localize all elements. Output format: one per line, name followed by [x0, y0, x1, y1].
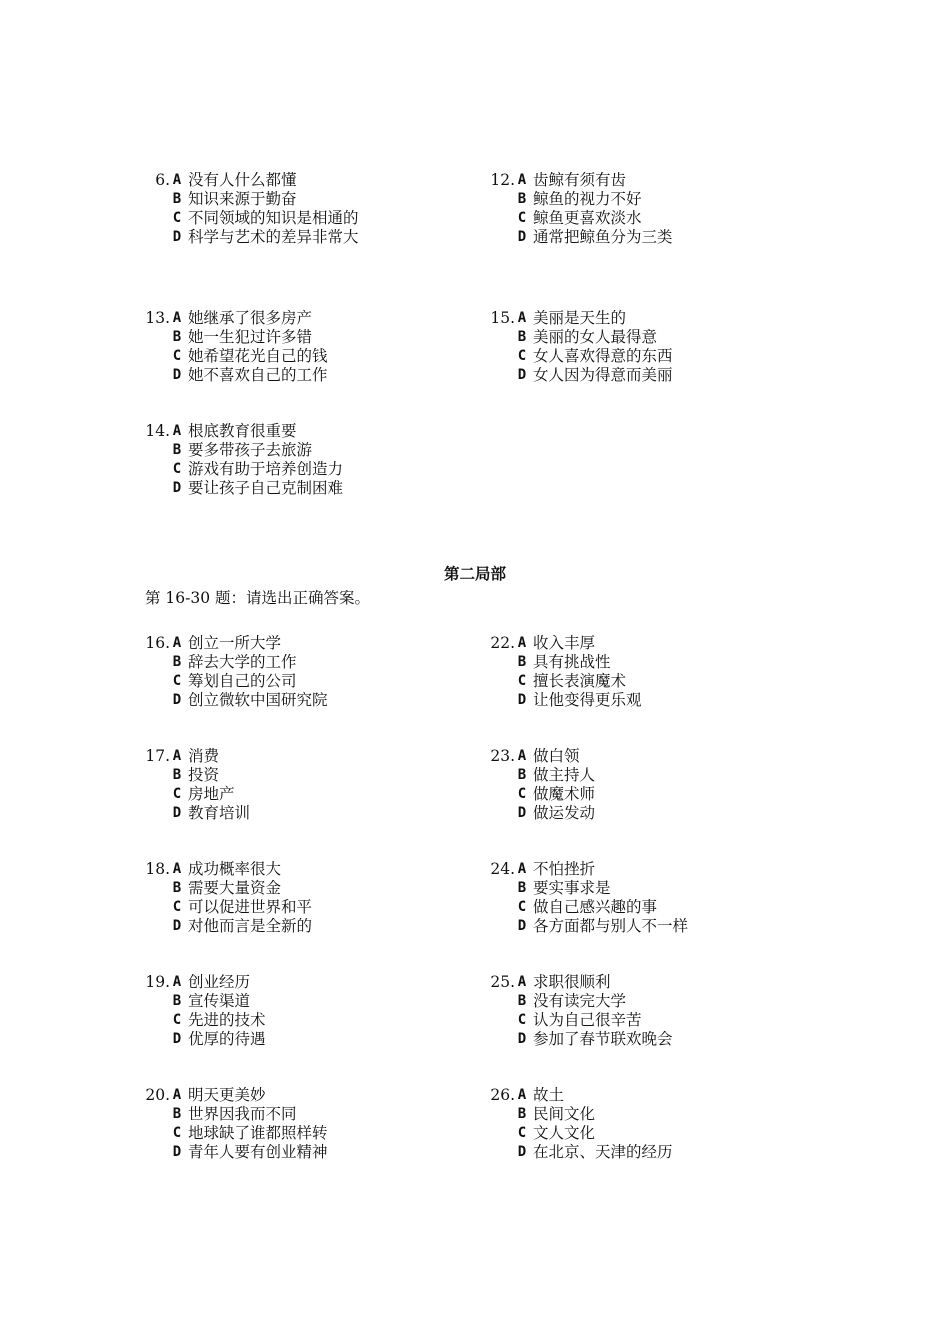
answer-option [140, 228, 480, 247]
answer-option [485, 171, 825, 190]
option-text: 故土 [533, 1086, 565, 1104]
answer-option [140, 347, 480, 366]
option-letter: D [172, 692, 182, 708]
question-number: 26. [490, 1086, 515, 1104]
option-letter: A [517, 748, 527, 764]
option-letter: B [172, 1106, 182, 1122]
option-text: 科学与艺术的差异非常大 [188, 228, 359, 246]
question-block [140, 1086, 480, 1162]
option-letter: B [172, 767, 182, 783]
option-text: 创业经历 [188, 973, 251, 991]
option-text: 做主持人 [533, 766, 596, 784]
question-block [485, 171, 825, 247]
option-text: 地球缺了谁都照样转 [188, 1124, 328, 1142]
option-letter: C [172, 1012, 182, 1028]
answer-option [140, 1143, 480, 1162]
answer-option [485, 1030, 825, 1049]
question-block [485, 309, 825, 385]
answer-option [140, 672, 480, 691]
option-letter: D [172, 918, 182, 934]
answer-option [140, 879, 480, 898]
answer-option [140, 1124, 480, 1143]
answer-option [485, 917, 825, 936]
answer-option [140, 190, 480, 209]
option-text: 世界因我而不同 [188, 1105, 297, 1123]
option-letter: B [517, 329, 527, 345]
answer-option [485, 653, 825, 672]
question-number: 15. [490, 309, 515, 327]
answer-option [140, 366, 480, 385]
answer-option [140, 653, 480, 672]
answer-option [140, 747, 480, 766]
option-letter: B [517, 191, 527, 207]
question-number: 14. [145, 422, 170, 440]
option-text: 对他而言是全新的 [188, 917, 313, 935]
option-text: 教育培训 [188, 804, 251, 822]
answer-option [140, 1030, 480, 1049]
option-letter: D [172, 229, 182, 245]
option-text: 女人喜欢得意的东西 [533, 347, 673, 365]
answer-option [485, 1143, 825, 1162]
option-text: 美丽的女人最得意 [533, 328, 658, 346]
option-text: 消费 [188, 747, 220, 765]
option-letter: A [517, 974, 527, 990]
question-block [140, 860, 480, 936]
option-letter: A [517, 635, 527, 651]
option-text: 擅长表演魔术 [533, 672, 627, 690]
answer-option [485, 691, 825, 710]
option-text: 需要大量资金 [188, 879, 282, 897]
option-text: 齿鲸有须有齿 [533, 171, 627, 189]
option-letter: D [172, 805, 182, 821]
answer-option [485, 804, 825, 823]
option-letter: B [517, 1106, 527, 1122]
option-letter: D [172, 480, 182, 496]
option-letter: C [517, 899, 527, 915]
question-block [140, 309, 480, 385]
answer-option [140, 209, 480, 228]
question-block [485, 860, 825, 936]
option-text: 各方面都与别人不一样 [533, 917, 689, 935]
option-letter: A [172, 310, 182, 326]
question-block [485, 973, 825, 1049]
option-text: 优厚的待遇 [188, 1030, 266, 1048]
option-letter: C [172, 1125, 182, 1141]
option-text: 她不喜欢自己的工作 [188, 366, 328, 384]
question-number: 16. [145, 634, 170, 652]
option-letter: C [172, 899, 182, 915]
option-text: 美丽是天生的 [533, 309, 627, 327]
answer-option [485, 785, 825, 804]
section-instruction: 第 16-30 题：请选出正确答案。 [145, 589, 371, 607]
option-text: 不同领域的知识是相通的 [188, 209, 359, 227]
question-block [140, 634, 480, 710]
option-letter: D [517, 367, 527, 383]
answer-option [140, 785, 480, 804]
option-text: 宣传渠道 [188, 992, 251, 1010]
option-text: 她一生犯过许多错 [188, 328, 313, 346]
answer-option [485, 190, 825, 209]
option-letter: B [517, 654, 527, 670]
answer-option [140, 460, 480, 479]
option-text: 鲸鱼的视力不好 [533, 190, 642, 208]
option-text: 明天更美妙 [188, 1086, 266, 1104]
answer-option [140, 917, 480, 936]
answer-option [485, 860, 825, 879]
option-text: 要多带孩子去旅游 [188, 441, 313, 459]
option-letter: D [517, 1031, 527, 1047]
question-number: 24. [490, 860, 515, 878]
option-letter: A [172, 635, 182, 651]
answer-option [485, 228, 825, 247]
question-block [140, 171, 480, 247]
answer-option [485, 1124, 825, 1143]
answer-option [485, 347, 825, 366]
answer-option [140, 1105, 480, 1124]
answer-option [140, 898, 480, 917]
option-text: 在北京、天津的经历 [533, 1143, 673, 1161]
answer-option [485, 879, 825, 898]
question-block [140, 422, 480, 498]
option-text: 先进的技术 [188, 1011, 266, 1029]
question-number: 25. [490, 973, 515, 991]
option-text: 要让孩子自己克制困难 [188, 479, 344, 497]
option-text: 她希望花光自己的钱 [188, 347, 328, 365]
option-letter: D [517, 805, 527, 821]
answer-option [140, 860, 480, 879]
option-letter: B [172, 880, 182, 896]
option-letter: C [517, 210, 527, 226]
option-letter: A [172, 172, 182, 188]
answer-option [140, 479, 480, 498]
option-letter: A [172, 1087, 182, 1103]
option-letter: D [172, 1144, 182, 1160]
option-letter: A [517, 310, 527, 326]
answer-option [140, 309, 480, 328]
option-text: 文人文化 [533, 1124, 596, 1142]
option-letter: C [172, 673, 182, 689]
option-letter: C [172, 210, 182, 226]
option-letter: C [172, 786, 182, 802]
answer-option [485, 1086, 825, 1105]
option-letter: D [517, 1144, 527, 1160]
option-letter: C [172, 348, 182, 364]
option-text: 让他变得更乐观 [533, 691, 642, 709]
option-text: 通常把鲸鱼分为三类 [533, 228, 673, 246]
answer-option [485, 898, 825, 917]
question-number: 18. [145, 860, 170, 878]
question-number: 13. [145, 309, 170, 327]
option-letter: C [517, 786, 527, 802]
option-text: 没有人什么都懂 [188, 171, 297, 189]
answer-option [485, 366, 825, 385]
answer-option [140, 1011, 480, 1030]
option-text: 创立微软中国研究院 [188, 691, 328, 709]
option-text: 根底教育很重要 [188, 422, 297, 440]
option-letter: B [172, 993, 182, 1009]
option-text: 鲸鱼更喜欢淡水 [533, 209, 642, 227]
option-letter: B [172, 191, 182, 207]
option-letter: B [172, 654, 182, 670]
option-text: 成功概率很大 [188, 860, 282, 878]
question-number: 23. [490, 747, 515, 765]
option-text: 筹划自己的公司 [188, 672, 297, 690]
option-text: 参加了春节联欢晚会 [533, 1030, 673, 1048]
option-text: 做自己感兴趣的事 [533, 898, 658, 916]
option-text: 投资 [188, 766, 220, 784]
answer-option [485, 747, 825, 766]
option-letter: C [517, 1012, 527, 1028]
answer-option [140, 171, 480, 190]
question-block [140, 973, 480, 1049]
option-text: 做白领 [533, 747, 580, 765]
question-number: 6. [155, 171, 170, 189]
option-text: 做运发动 [533, 804, 596, 822]
question-number: 20. [145, 1086, 170, 1104]
answer-option [140, 992, 480, 1011]
question-block [140, 747, 480, 823]
option-letter: D [517, 918, 527, 934]
option-text: 女人因为得意而美丽 [533, 366, 673, 384]
option-text: 可以促进世界和平 [188, 898, 313, 916]
option-text: 认为自己很辛苦 [533, 1011, 642, 1029]
option-text: 创立一所大学 [188, 634, 282, 652]
option-letter: A [517, 1087, 527, 1103]
option-letter: A [517, 172, 527, 188]
answer-option [140, 634, 480, 653]
answer-option [485, 672, 825, 691]
option-text: 房地产 [188, 785, 235, 803]
question-number: 19. [145, 973, 170, 991]
question-block [485, 634, 825, 710]
option-text: 不怕挫折 [533, 860, 596, 878]
option-text: 她继承了很多房产 [188, 309, 313, 327]
answer-option [485, 209, 825, 228]
question-number: 12. [490, 171, 515, 189]
option-letter: D [517, 692, 527, 708]
answer-option [140, 691, 480, 710]
question-block [485, 747, 825, 823]
section-heading: 第二局部 [443, 564, 506, 583]
question-block [485, 1086, 825, 1162]
answer-option [485, 973, 825, 992]
question-number: 22. [490, 634, 515, 652]
option-text: 具有挑战性 [533, 653, 611, 671]
option-text: 辞去大学的工作 [188, 653, 297, 671]
answer-option [140, 766, 480, 785]
option-letter: B [172, 442, 182, 458]
option-letter: C [172, 461, 182, 477]
option-text: 求职很顺利 [533, 973, 611, 991]
option-letter: B [517, 767, 527, 783]
option-letter: C [517, 1125, 527, 1141]
option-letter: C [517, 348, 527, 364]
option-letter: B [517, 880, 527, 896]
option-text: 游戏有助于培养创造力 [188, 460, 344, 478]
answer-option [140, 422, 480, 441]
answer-option [485, 1011, 825, 1030]
option-letter: A [517, 861, 527, 877]
option-letter: D [172, 367, 182, 383]
answer-option [485, 634, 825, 653]
answer-option [140, 441, 480, 460]
option-letter: B [517, 993, 527, 1009]
option-text: 知识来源于勤奋 [188, 190, 297, 208]
option-text: 要实事求是 [533, 879, 611, 897]
answer-option [485, 309, 825, 328]
option-letter: D [172, 1031, 182, 1047]
option-text: 做魔术师 [533, 785, 596, 803]
answer-option [140, 328, 480, 347]
question-number: 17. [145, 747, 170, 765]
answer-option [140, 804, 480, 823]
option-letter: A [172, 861, 182, 877]
option-letter: D [517, 229, 527, 245]
option-letter: A [172, 974, 182, 990]
option-letter: A [172, 423, 182, 439]
option-text: 没有读完大学 [533, 992, 627, 1010]
option-text: 民间文化 [533, 1105, 596, 1123]
answer-option [485, 992, 825, 1011]
answer-option [140, 973, 480, 992]
option-text: 收入丰厚 [533, 634, 596, 652]
answer-option [485, 1105, 825, 1124]
answer-option [485, 328, 825, 347]
option-text: 青年人要有创业精神 [188, 1143, 328, 1161]
answer-option [485, 766, 825, 785]
option-letter: A [172, 748, 182, 764]
option-letter: C [517, 673, 527, 689]
answer-option [140, 1086, 480, 1105]
option-letter: B [172, 329, 182, 345]
